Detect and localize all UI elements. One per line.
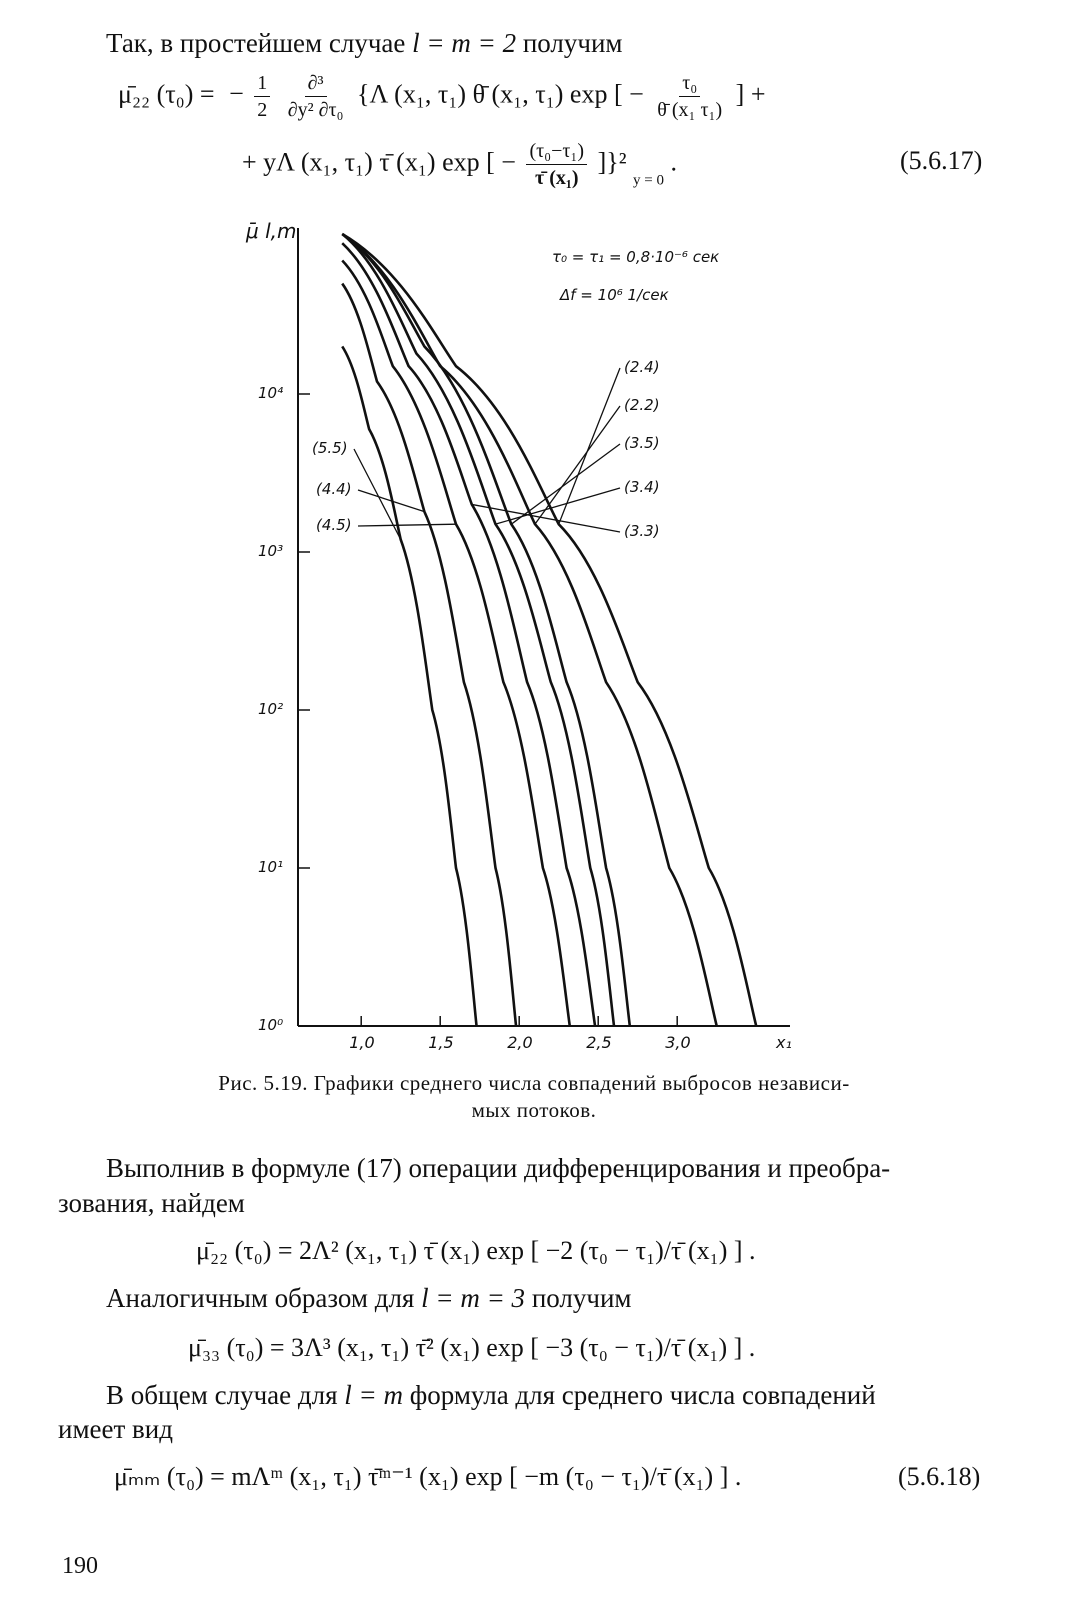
intro-text: Так, в простейшем случае [106,28,406,58]
equation-mu22: μ̄₂₂ (τ₀) = 2Λ² (x₁, τ₁) τ̄ (x₁) exp [ −2 (τ₀ − τ₁)/τ̄ (x₁) ] . [196,1236,756,1265]
series-label: (5.5) [312,439,348,457]
eq17-term1-end: ] + [735,79,766,109]
eq17-line2: + yΛ (x₁, τ₁) τ̄ (x₁) exp [ − [242,147,516,177]
paragraph2-end: получим [531,1283,632,1313]
y-tick-label: 10² [258,700,284,718]
eq17-frac1: $\frac{\text{τ₀}}{\text{θ̄ (x₁ τ₁)}}$ [657,72,723,121]
series-label: (4.4) [316,480,352,498]
intro-line [106,28,623,59]
leader-line [358,524,456,526]
x-tick-label: 3,0 [665,1033,691,1052]
series-label: (3.5) [624,434,660,452]
y-axis-label: μ̄ l,m [246,219,297,243]
figure-5-19 [0,200,1068,1070]
series-label: (2.4) [624,358,660,376]
x-tick-label: 1,0 [349,1033,375,1052]
eq17-frac2: $\frac{\text{(τ₀−τ₁)}}{\text{τ̄ (x₁)}}$ [526,138,587,191]
equation-number-5-6-17: (5.6.17) [900,146,983,175]
eq17-line2-end: ]}² [597,147,627,177]
equation-5-6-17-line2: + yΛ (x₁, τ₁) τ̄ (x₁) exp [ − $\frac{\text{(τ₀−τ₁)}}{\text{τ̄ (x₁)}}$ ]}² $_{y = 0}$ . [242,140,677,189]
intro-condition: l = m = 2 [412,28,517,58]
curve-3-4 [342,234,614,1026]
equation-5-6-18: μ̄ₘₘ (τ₀) = mΛᵐ (x₁, τ₁) τ̄ᵐ⁻¹ (x₁) exp [ −m (τ₀ − τ₁)/τ̄ (x₁) ] . [114,1462,742,1491]
y-tick-label: 10³ [258,542,284,560]
eq17-eval: y = 0 [633,172,664,189]
curve-2-2 [342,234,716,1026]
x-tick-label: 2,5 [586,1033,612,1052]
paragraph1-line2: зования, найдем [58,1188,245,1218]
x-tick-label: 2,0 [507,1033,533,1052]
y-tick-label: 10⁴ [258,384,284,402]
curve-5-5 [342,346,476,1026]
equation-mu33: μ̄₃₃ (τ₀) = 3Λ³ (x₁, τ₁) τ̄² (x₁) exp [ −3 (τ₀ − τ₁)/τ̄ (x₁) ] . [188,1333,756,1362]
eq17-term1: {Λ (x₁, τ₁) θ̄ (x₁, τ₁) exp [ − [357,79,644,109]
series-label: (2.2) [624,396,660,414]
equation-number-5-6-18: (5.6.18) [898,1462,981,1491]
eq17-coef: $\frac{1}{2}$ [254,70,270,123]
leader-line [559,368,620,524]
curve-3-3 [342,243,595,1026]
annotation-tau: τ₀ = τ₁ = 0,8·10⁻⁶ сек [552,248,720,266]
page-number: 190 [62,1553,98,1579]
equation-5-6-17-line1: μ̄₂₂ (τ₀) = − $\frac{1}{2}$ $\frac{\text{∂³}}{\text{∂y² ∂τ₀}}$ {Λ (x₁, τ₁) θ̄ (x₁, τ₁) exp [ − $\frac{\text{τ₀}}{\text{θ̄ (x₁ τ₁)}}$ ] + [118,72,766,121]
paragraph3-condition: l = m [344,1380,403,1410]
series-label: (4.5) [316,516,352,534]
paragraph2-condition: l = m = 3 [421,1283,526,1313]
paragraph1-line1: Выполнив в формуле (17) операции дифференцирования и преобра- [106,1153,891,1183]
curve-3-5 [342,234,630,1026]
x-axis-label: x₁ [776,1033,792,1052]
paragraph3-line2: имеет вид [58,1414,173,1444]
series-label: (3.4) [624,478,660,496]
eq17-lhs: μ̄₂₂ (τ₀) = [118,79,215,109]
y-tick-label: 10⁰ [258,1016,284,1034]
leader-line [535,406,620,524]
paragraph3-start: В общем случае для [106,1380,338,1410]
y-tick-label: 10¹ [258,858,284,876]
paragraph3-line1 [106,1380,876,1411]
eq17-derivative: $\frac{\text{∂³}}{\text{∂y² ∂τ₀}}$ [287,72,344,121]
chart-axes [298,228,790,1026]
annotation-delta-f: Δf = 10⁶ 1/сек [560,286,669,304]
figure-caption-line2: мых потоков. [471,1098,597,1122]
leader-line [511,444,620,524]
paragraph3-end: формула для среднего числа совпадений [409,1380,876,1410]
x-tick-label: 1,5 [428,1033,454,1052]
paragraph2-text: Аналогичным образом для [106,1283,415,1313]
series-label: (3.3) [624,522,660,540]
intro-end: получим [522,28,623,58]
paragraph2 [106,1283,632,1314]
figure-caption-line1: Рис. 5.19. Графики среднего числа совпадений выбросов независи- [218,1071,850,1095]
